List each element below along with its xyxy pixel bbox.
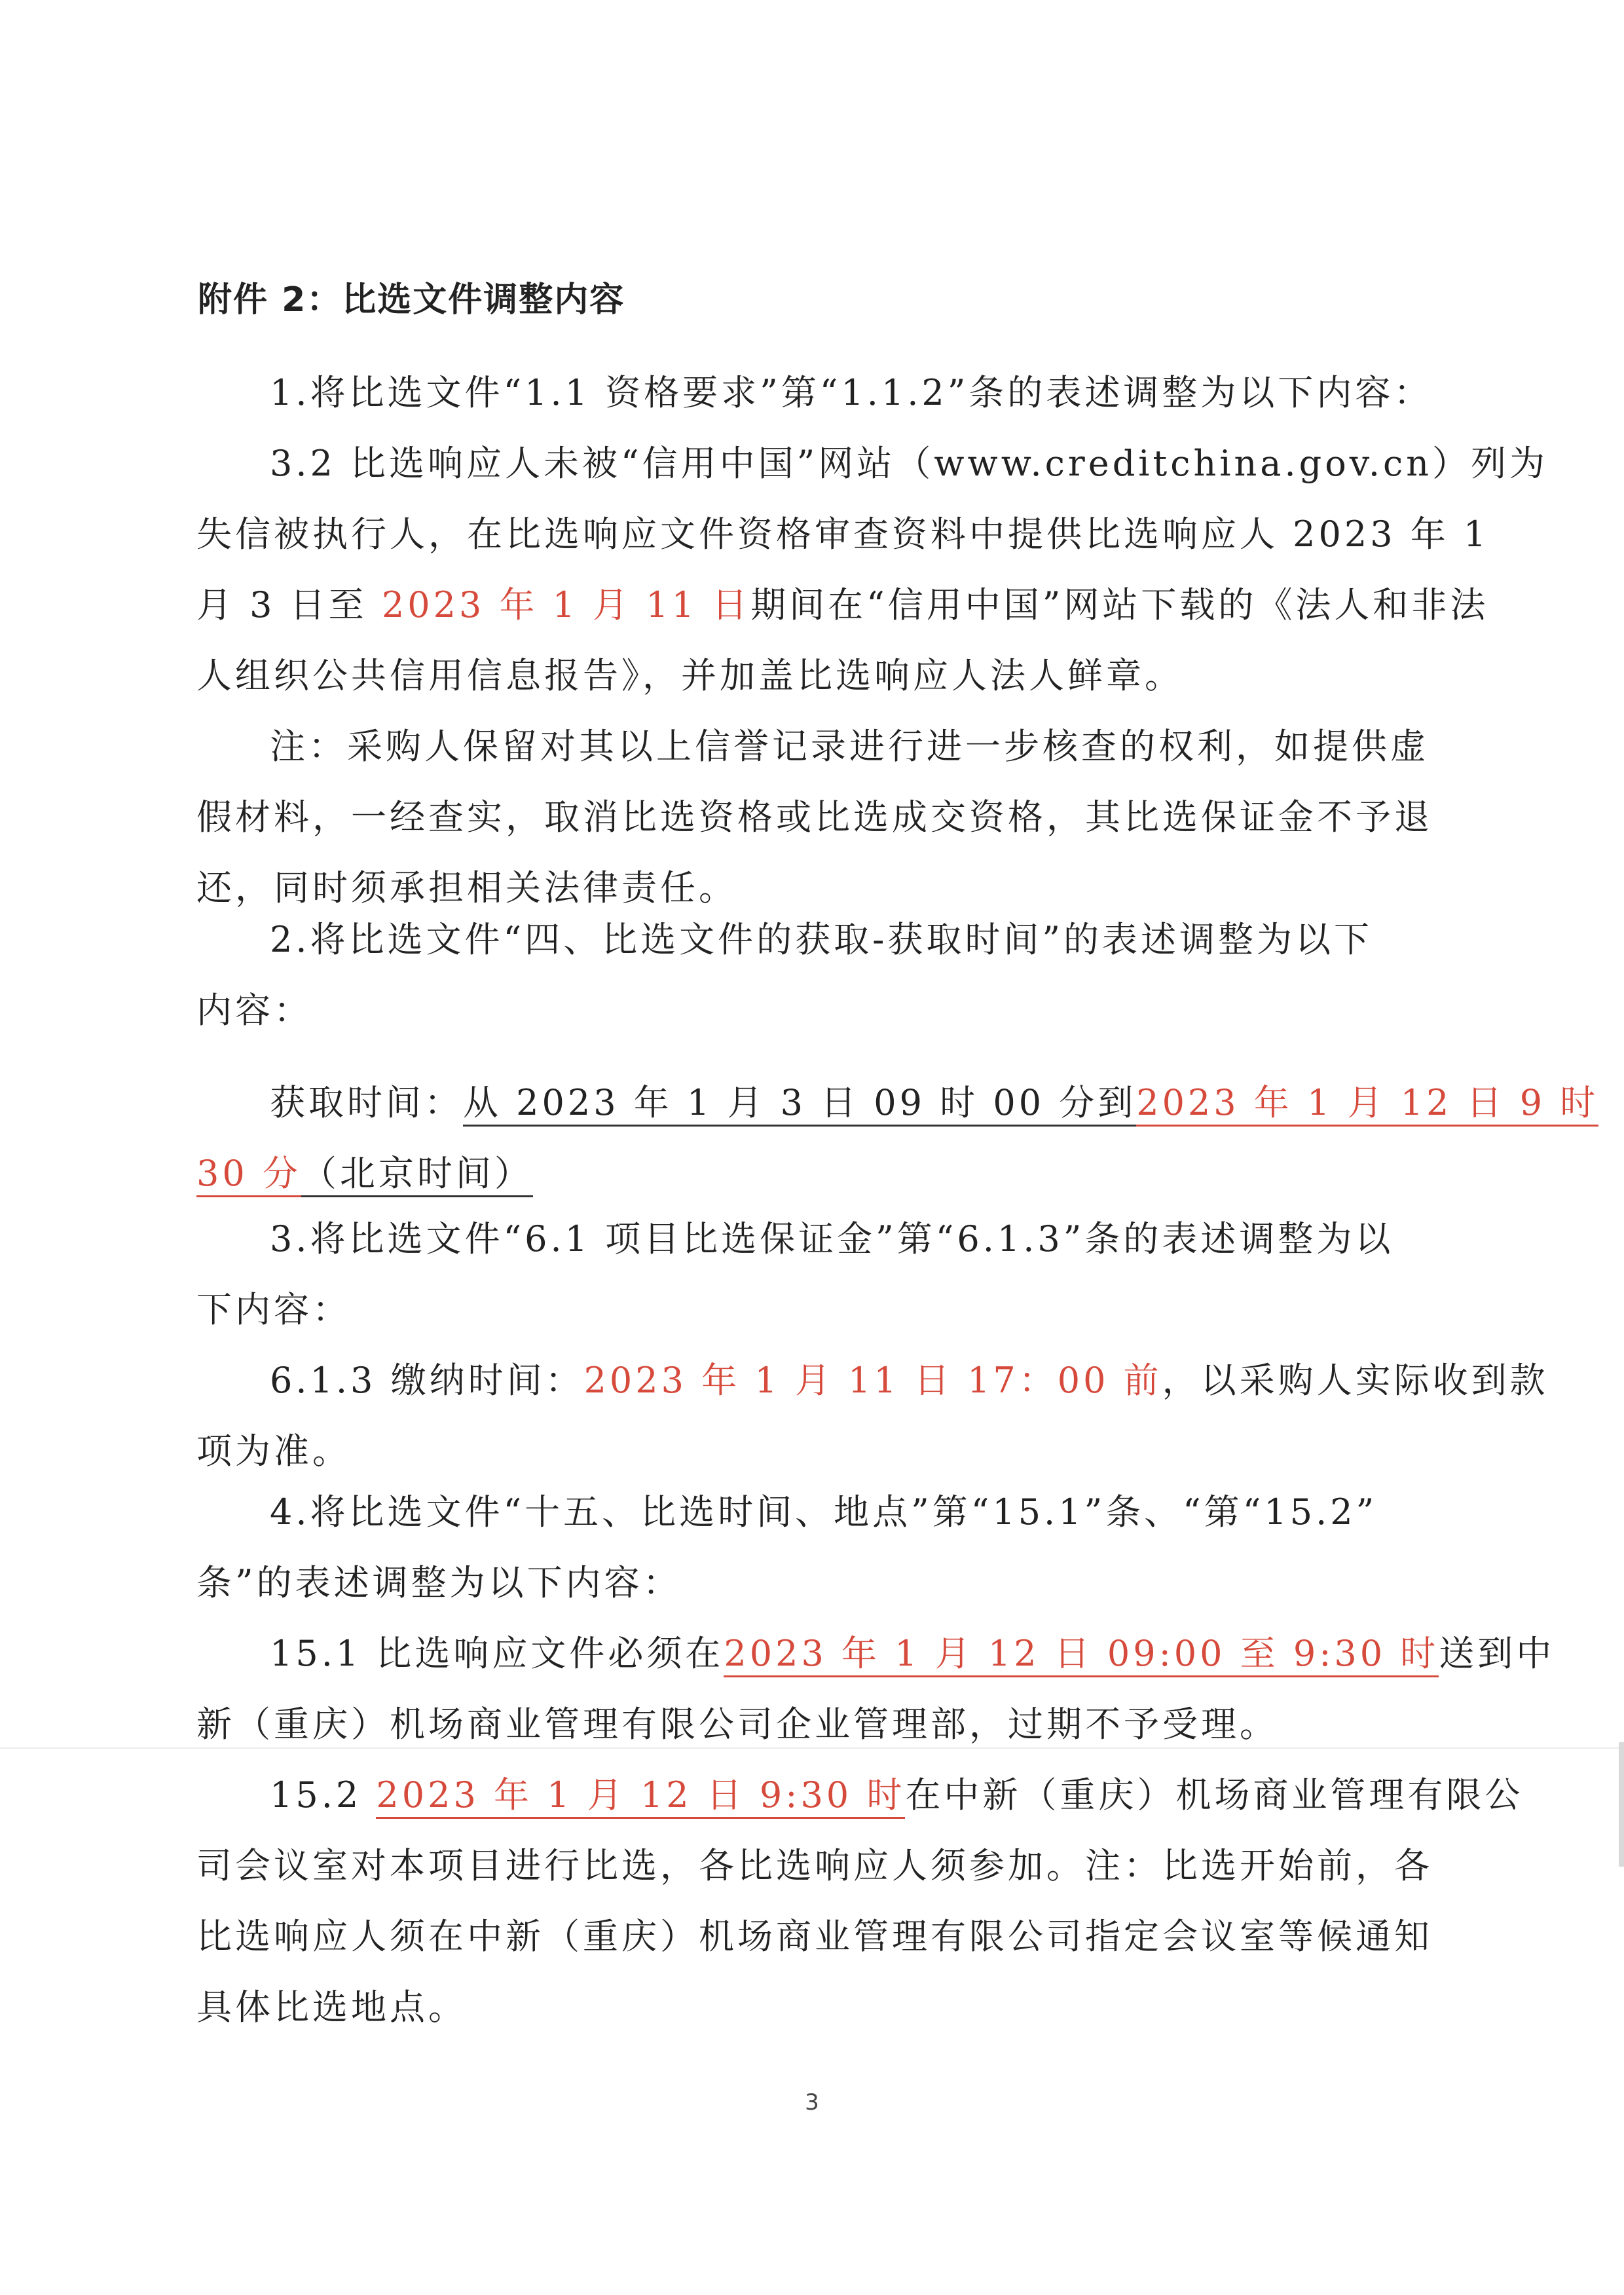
clause-15-2-line-4: 具体比选地点。	[196, 1987, 467, 2028]
section-4-intro-1: 4.将比选文件“十五、比选时间、地点”第“15.1”条、“第“15.2”	[270, 1491, 1378, 1533]
section-4	[196, 1477, 1555, 2043]
section-1-intro: 1.将比选文件“1.1 资格要求”第“1.1.2”条的表述调整为以下内容：	[270, 372, 1433, 413]
clause-15-1-line-1	[196, 1618, 1555, 1689]
section-2	[196, 905, 1434, 1046]
acquisition-time-end: 2023 年 1 月 12 日 9 时	[1136, 1082, 1598, 1127]
section-2-time-line-2	[196, 1138, 1434, 1209]
scan-artifact-line	[0, 1747, 1624, 1749]
section-4-intro-2: 条”的表述调整为以下内容：	[196, 1562, 682, 1603]
section-3-payment-line-2: 项为准。	[196, 1430, 351, 1472]
section-1-note-3: 还，同时须承担相关法律责任。	[196, 867, 737, 908]
section-2-time-line-1	[196, 1068, 1599, 1138]
section-3	[196, 1204, 1549, 1487]
clause-15-1-line-2: 新（重庆）机场商业管理有限公司企业管理部，过期不予受理。	[196, 1704, 1278, 1745]
selection-time: 2023 年 1 月 12 日 9:30 时	[376, 1774, 905, 1819]
payment-deadline: 2023 年 1 月 11 日 17：00 前	[583, 1360, 1162, 1401]
submission-window: 2023 年 1 月 12 日 09:00 至 9:30 时	[724, 1633, 1439, 1677]
acquisition-time-label: 获取时间：	[270, 1082, 463, 1123]
clause-15-1-pre: 15.1 比选响应文件必须在	[270, 1633, 724, 1674]
section-1-line-2: 失信被执行人，在比选响应文件资格审查资料中提供比选响应人 2023 年 1	[196, 513, 1490, 555]
acquisition-time-start: 从 2023 年 1 月 3 日 09 时 00 分到	[463, 1082, 1136, 1127]
beijing-time-note: （北京时间）	[301, 1153, 533, 1197]
clause-15-2-line-2: 司会议室对本项目进行比选，各比选响应人须参加。注：比选开始前，各	[196, 1845, 1433, 1886]
section-1-line-3	[196, 570, 1489, 641]
payment-time-label: 6.1.3 缴纳时间：	[270, 1360, 584, 1401]
clause-15-2-pre: 15.2	[270, 1774, 377, 1816]
section-1	[196, 358, 1549, 924]
section-1-note-2: 假材料，一经查实，取消比选资格或比选成交资格，其比选保证金不予退	[196, 796, 1433, 838]
section-1-line-1: 3.2 比选响应人未被“信用中国”网站（www.creditchina.gov.cn）列为	[270, 443, 1549, 484]
clause-15-2-line-3: 比选响应人须在中新（重庆）机场商业管理有限公司指定会议室等候通知	[196, 1916, 1433, 1957]
acquisition-time-end-minutes: 30 分	[196, 1153, 301, 1197]
attachment-heading: 附件 2：比选文件调整内容	[198, 280, 625, 320]
section-1-line-4: 人组织公共信用信息报告》，并加盖比选响应人法人鲜章。	[196, 655, 1183, 696]
section-2-intro-2: 内容：	[196, 990, 312, 1031]
section-2-intro-1: 2.将比选文件“四、比选文件的获取-获取时间”的表述调整为以下	[270, 919, 1373, 960]
scan-artifact-edge	[1619, 1742, 1624, 1867]
payment-line-post: ，以采购人实际收到款	[1162, 1360, 1549, 1401]
page-number: 3	[805, 2089, 819, 2116]
section-1-line-3-pre: 月 3 日至	[196, 584, 382, 625]
section-3-intro-1: 3.将比选文件“6.1 项目比选保证金”第“6.1.3”条的表述调整为以	[270, 1218, 1394, 1259]
section-2-time	[196, 1068, 1599, 1209]
section-1-deadline-date: 2023 年 1 月 11 日	[381, 584, 751, 625]
section-3-payment-line	[196, 1345, 1549, 1416]
clause-15-1-post: 送到中	[1439, 1633, 1555, 1674]
section-3-intro-2: 下内容：	[196, 1289, 351, 1330]
clause-15-2-line-1	[196, 1760, 1524, 1831]
section-1-line-3-post: 期间在“信用中国”网站下载的《法人和非法	[750, 584, 1489, 625]
section-1-note-1: 注：采购人保留对其以上信誉记录进行进一步核查的权利，如提供虚	[270, 726, 1429, 767]
clause-15-2-post: 在中新（重庆）机场商业管理有限公	[905, 1774, 1524, 1816]
